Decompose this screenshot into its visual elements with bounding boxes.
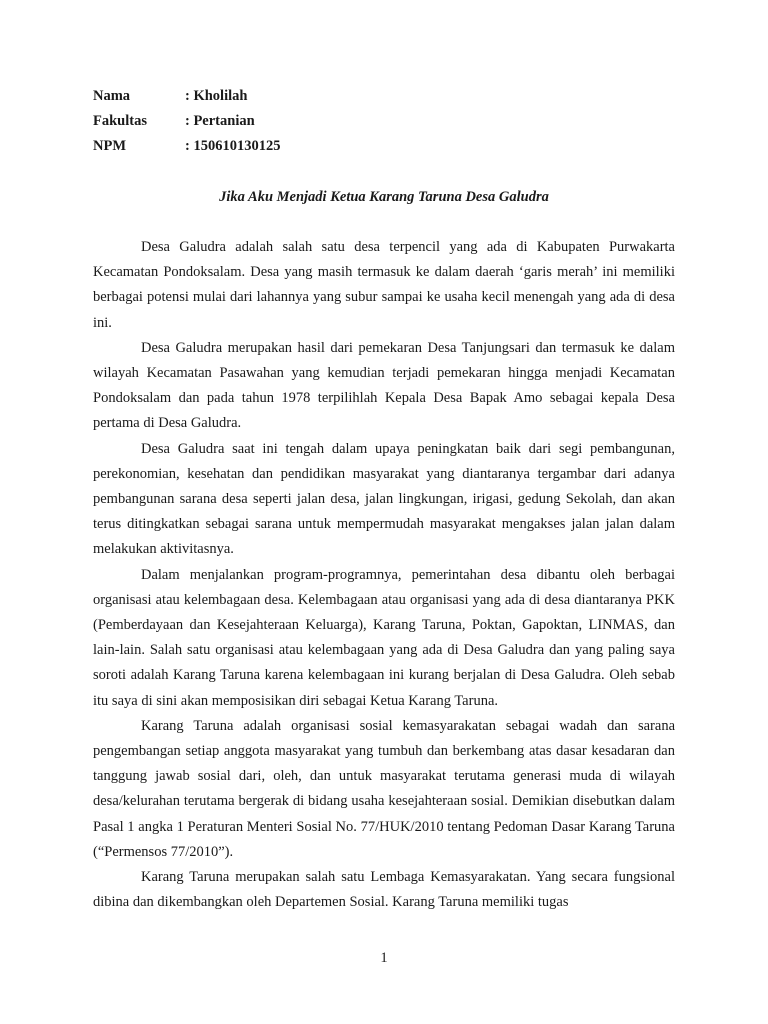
faculty-row	[93, 111, 280, 136]
paragraph: Desa Galudra merupakan hasil dari pemekaran Desa Tanjungsari dan termasuk ke dalam wilayah Kecamatan Pasawahan yang kemudian terjadi pemekaran hingga menjadi Kecamatan Pondoksalam dan pada tahun 1978 terpilihlah Kepala Desa Bapak Amo sebagai kepala Desa pertama di Desa Galudra.	[93, 339, 675, 432]
essay-body	[93, 235, 675, 915]
faculty-value: : Pertanian	[185, 113, 255, 129]
npm-row	[93, 136, 280, 161]
faculty-label: Fakultas	[93, 113, 147, 129]
student-info	[93, 86, 280, 161]
essay-title: Jika Aku Menjadi Ketua Karang Taruna Desa Galudra	[219, 189, 549, 205]
npm-label: NPM	[93, 138, 127, 154]
npm-value: : 150610130125	[185, 138, 281, 154]
paragraph: Dalam menjalankan program-programnya, pemerintahan desa dibantu oleh berbagai organisasi atau kelembagaan desa. Kelembagaan atau organisasi yang ada di desa diantaranya PKK (Pemberdayaan dan Kesejahteraan Keluarga), Karang Taruna, Poktan, Gapoktan, LINMAS, dan lain-lain. Salah satu organisasi atau kelembagaan yang ada di Desa Galudra dan yang paling saya soroti adalah Karang Taruna karena kelembagaan ini kurang berjalan di Desa Galudra. Oleh sebab itu saya di sini akan memposisikan diri sebagai Ketua Karang Taruna.	[93, 566, 675, 709]
paragraph: Desa Galudra saat ini tengah dalam upaya peningkatan baik dari segi pembangunan, perekonomian, kesehatan dan pendidikan masyarakat yang diantaranya tergambar dari adanya pembangunan sarana desa seperti jalan desa, jalan lingkungan, irigasi, gedung Sekolah, dan akan terus ditingkatkan sebagai sarana untuk mempermudah masyarakat mengakses jalan jalan dalam melakukan aktivitasnya.	[93, 440, 675, 558]
page-number: 1	[380, 950, 388, 966]
name-value: : Kholilah	[185, 88, 248, 104]
name-row	[93, 86, 280, 111]
paragraph: Karang Taruna adalah organisasi sosial kemasyarakatan sebagai wadah dan sarana pengembangan setiap anggota masyarakat yang tumbuh dan berkembang atas dasar kesadaran dan tanggung jawab sosial dari, oleh, dan untuk masyarakat terutama generasi muda di wilayah desa/kelurahan terutama bergerak di bidang usaha kesejahteraan sosial. Demikian disebutkan dalam Pasal 1 angka 1 Peraturan Menteri Sosial No. 77/HUK/2010 tentang Pedoman Dasar Karang Taruna (“Permensos 77/2010”).	[93, 717, 675, 860]
name-label: Nama	[93, 88, 131, 104]
paragraph: Desa Galudra adalah salah satu desa terpencil yang ada di Kabupaten Purwakarta Kecamatan Pondoksalam. Desa yang masih termasuk ke dalam daerah ‘garis merah’ ini memiliki berbagai potensi mulai dari lahannya yang subur sampai ke usaha kecil menengah yang ada di desa ini.	[93, 239, 675, 331]
paragraph: Karang Taruna merupakan salah satu Lembaga Kemasyarakatan. Yang secara fungsional dibina dan dikembangkan oleh Departemen Sosial. Karang Taruna memiliki tugas	[93, 869, 675, 911]
